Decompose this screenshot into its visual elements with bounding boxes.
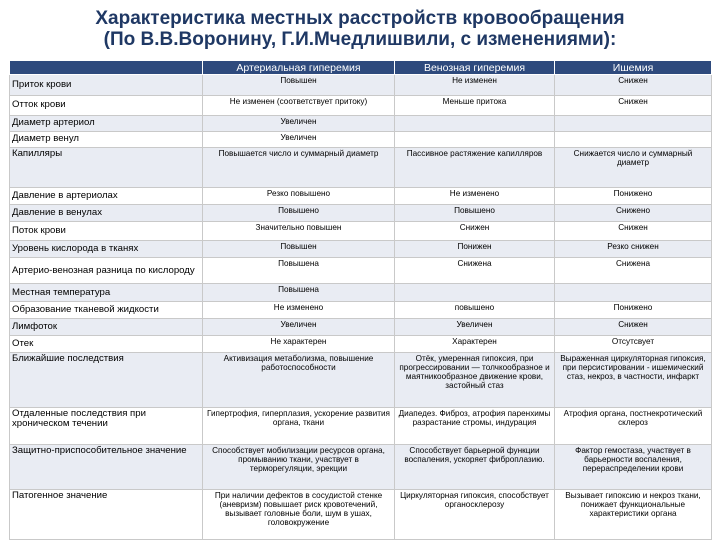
row-label: Давление в венулах bbox=[10, 205, 203, 222]
row-label: Лимфоток bbox=[10, 318, 203, 335]
table-row bbox=[10, 301, 712, 318]
table-body bbox=[10, 75, 712, 540]
cell-ischemia bbox=[555, 115, 712, 131]
table-row bbox=[10, 131, 712, 147]
column-header-ischemia: Ишемия bbox=[555, 61, 712, 75]
table-row bbox=[10, 205, 712, 222]
cell-arterial: Значительно повышен bbox=[203, 222, 395, 240]
row-label: Артерио-венозная разница по кислороду bbox=[10, 257, 203, 284]
cell-arterial: Не характерен bbox=[203, 335, 395, 352]
row-label: Отток крови bbox=[10, 96, 203, 115]
cell-ischemia: Вызывает гипоксию и некроз ткани, понижает функциональные характеристики органа bbox=[555, 489, 712, 539]
cell-arterial: При наличии дефектов в сосудистой стенке (аневризм) повышает риск кровотечений, вызывает головные боли, шум в ушах, головокружение bbox=[203, 489, 395, 539]
row-label: Капилляры bbox=[10, 147, 203, 188]
cell-venous: Пассивное растяжение капилляров bbox=[395, 147, 555, 188]
cell-ischemia: Выраженная циркуляторная гипоксия, при персистировании - ишемический стаз, некроз, в частности, инфаркт bbox=[555, 352, 712, 408]
table-row bbox=[10, 352, 712, 408]
cell-ischemia: Резко снижен bbox=[555, 240, 712, 257]
cell-ischemia: Снижено bbox=[555, 205, 712, 222]
cell-arterial: Увеличен bbox=[203, 115, 395, 131]
table-row bbox=[10, 489, 712, 539]
table-row bbox=[10, 96, 712, 115]
cell-arterial: Активизация метаболизма, повышение работоспособности bbox=[203, 352, 395, 408]
table-row bbox=[10, 115, 712, 131]
cell-arterial: Повышен bbox=[203, 75, 395, 96]
cell-ischemia: Снижен bbox=[555, 96, 712, 115]
cell-venous: Увеличен bbox=[395, 318, 555, 335]
cell-venous: Циркуляторная гипоксия, способствует органосклерозу bbox=[395, 489, 555, 539]
row-label: Патогенное значение bbox=[10, 489, 203, 539]
row-label: Отек bbox=[10, 335, 203, 352]
cell-venous: Не изменено bbox=[395, 188, 555, 205]
cell-arterial: Не изменен (соответствует притоку) bbox=[203, 96, 395, 115]
cell-ischemia: Фактор гемостаза, участвует в барьерности воспаления, перераспределении крови bbox=[555, 444, 712, 489]
row-label: Защитно-приспособительное значение bbox=[10, 444, 203, 489]
cell-arterial: Способствует мобилизации ресурсов органа, промыванию ткани, участвует в терморегуляции, эрекции bbox=[203, 444, 395, 489]
table-row bbox=[10, 335, 712, 352]
cell-ischemia: Понижено bbox=[555, 301, 712, 318]
cell-venous: повышено bbox=[395, 301, 555, 318]
row-label: Ближайшие последствия bbox=[10, 352, 203, 408]
cell-venous bbox=[395, 284, 555, 301]
row-label: Образование тканевой жидкости bbox=[10, 301, 203, 318]
table-row bbox=[10, 444, 712, 489]
cell-arterial: Увеличен bbox=[203, 131, 395, 147]
cell-venous bbox=[395, 115, 555, 131]
row-label: Отдаленные последствия при хроническом течении bbox=[10, 408, 203, 444]
cell-ischemia bbox=[555, 284, 712, 301]
cell-ischemia: Снижена bbox=[555, 257, 712, 284]
cell-arterial: Увеличен bbox=[203, 318, 395, 335]
column-header-venous: Венозная гиперемия bbox=[395, 61, 555, 75]
table-row bbox=[10, 240, 712, 257]
cell-ischemia: Снижен bbox=[555, 318, 712, 335]
row-label: Поток крови bbox=[10, 222, 203, 240]
cell-venous: Не изменен bbox=[395, 75, 555, 96]
title-line-2: (По В.В.Воронину, Г.И.Мчедлишвили, с изменениями): bbox=[103, 29, 617, 50]
table-row bbox=[10, 318, 712, 335]
cell-venous: Меньше притока bbox=[395, 96, 555, 115]
row-label: Давление в артериолах bbox=[10, 188, 203, 205]
table-header-row bbox=[10, 61, 712, 75]
table-row bbox=[10, 222, 712, 240]
cell-ischemia: Атрофия органа, постнекротический склероз bbox=[555, 408, 712, 444]
table-row bbox=[10, 257, 712, 284]
comparison-table bbox=[9, 60, 712, 540]
row-label: Уровень кислорода в тканях bbox=[10, 240, 203, 257]
table-row bbox=[10, 147, 712, 188]
cell-ischemia: Снижен bbox=[555, 75, 712, 96]
column-header-corner bbox=[10, 61, 203, 75]
cell-ischemia: Снижен bbox=[555, 222, 712, 240]
cell-venous: Снижен bbox=[395, 222, 555, 240]
table-row bbox=[10, 408, 712, 444]
cell-venous: Снижена bbox=[395, 257, 555, 284]
row-label: Местная температура bbox=[10, 284, 203, 301]
cell-arterial: Резко повышено bbox=[203, 188, 395, 205]
cell-arterial: Не изменено bbox=[203, 301, 395, 318]
cell-ischemia: Понижено bbox=[555, 188, 712, 205]
cell-arterial: Повышено bbox=[203, 205, 395, 222]
cell-arterial: Гипертрофия, гиперплазия, ускорение развития органа, ткани bbox=[203, 408, 395, 444]
cell-venous: Диапедез. Фиброз, атрофия паренхимы разрастание стромы, индурация bbox=[395, 408, 555, 444]
cell-ischemia: Отсутсвует bbox=[555, 335, 712, 352]
row-label: Диаметр венул bbox=[10, 131, 203, 147]
cell-ischemia bbox=[555, 131, 712, 147]
table-row bbox=[10, 75, 712, 96]
column-header-arterial: Артериальная гиперемия bbox=[203, 61, 395, 75]
page-title bbox=[0, 8, 720, 50]
table-row bbox=[10, 284, 712, 301]
row-label: Диаметр артериол bbox=[10, 115, 203, 131]
cell-venous: Понижен bbox=[395, 240, 555, 257]
row-label: Приток крови bbox=[10, 75, 203, 96]
cell-venous: Способствует барьерной функции воспаления, ускоряет фиброплазию. bbox=[395, 444, 555, 489]
cell-arterial: Повышается число и суммарный диаметр bbox=[203, 147, 395, 188]
cell-arterial: Повышена bbox=[203, 284, 395, 301]
cell-venous: Отёк, умеренная гипоксия, при прогрессировании — толчкообразное и маятникообразное движение крови, застойный стаз bbox=[395, 352, 555, 408]
cell-arterial: Повышена bbox=[203, 257, 395, 284]
cell-ischemia: Снижается число и суммарный диаметр bbox=[555, 147, 712, 188]
cell-venous bbox=[395, 131, 555, 147]
cell-venous: Характерен bbox=[395, 335, 555, 352]
cell-arterial: Повышен bbox=[203, 240, 395, 257]
title-line-1: Характеристика местных расстройств кровообращения bbox=[95, 8, 625, 29]
cell-venous: Повышено bbox=[395, 205, 555, 222]
table-row bbox=[10, 188, 712, 205]
